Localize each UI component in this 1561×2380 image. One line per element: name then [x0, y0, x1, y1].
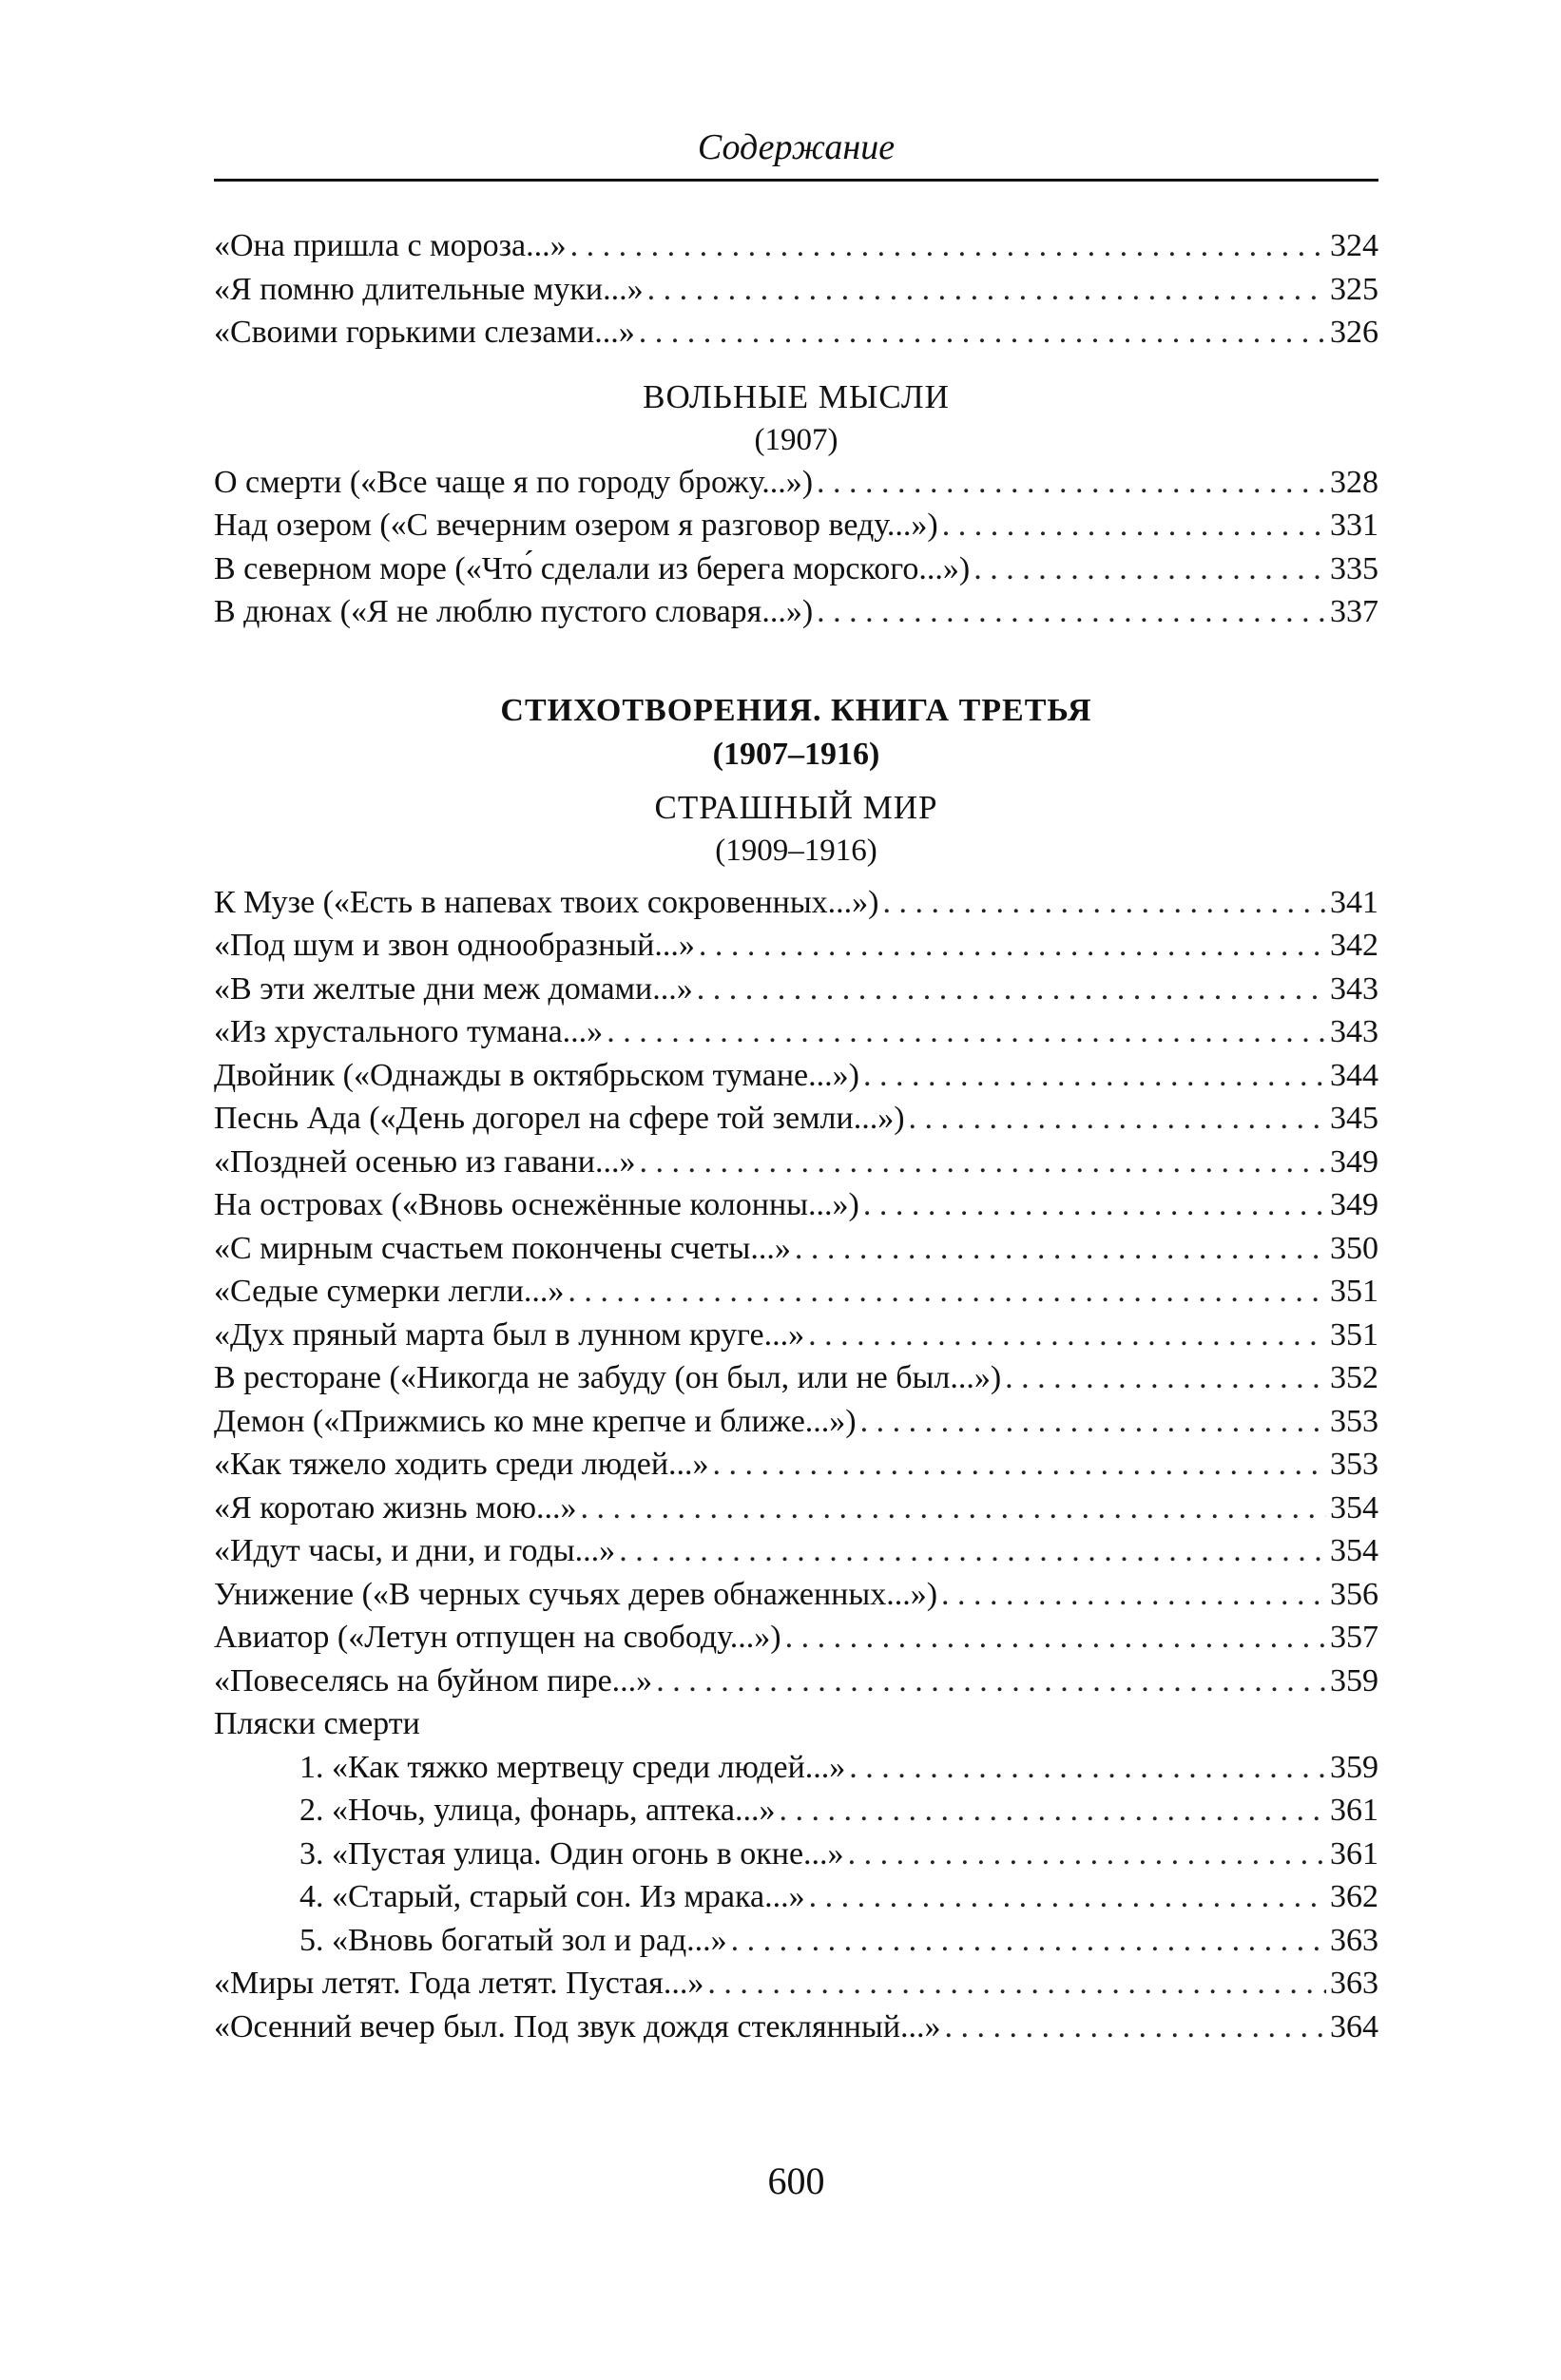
- toc-entry-page: 364: [1330, 2008, 1378, 2044]
- dot-leader: [817, 461, 1326, 505]
- toc-entry: [214, 1789, 1378, 1833]
- toc-entry: [214, 1270, 1378, 1314]
- book-years: (1907–1916): [712, 736, 880, 772]
- toc-entry-page: 359: [1330, 1662, 1378, 1699]
- toc-entry-page: 343: [1330, 1014, 1378, 1049]
- toc-entry-page: 354: [1330, 1533, 1378, 1568]
- toc-entry: [214, 1183, 1378, 1227]
- dot-leader: [779, 1789, 1326, 1833]
- table-of-contents: [214, 224, 1378, 2048]
- toc-entry-page: 357: [1330, 1620, 1378, 1655]
- toc-entry-page: 351: [1330, 1274, 1378, 1309]
- dot-leader: [909, 1097, 1326, 1141]
- section-title-strashny-mir: СТРАШНЫЙ МИР: [654, 788, 938, 826]
- dot-leader: [707, 1962, 1326, 2006]
- dot-leader: [973, 547, 1326, 591]
- toc-entry-page: 361: [1330, 1835, 1378, 1871]
- toc-entry-title: «Поздней осенью из гавани...»: [214, 1143, 636, 1180]
- toc-entry-page: 352: [1330, 1360, 1378, 1395]
- toc-entry: [214, 461, 1378, 505]
- toc-entry: [214, 1875, 1378, 1919]
- header-rule: [214, 179, 1378, 182]
- dot-leader: [639, 311, 1326, 355]
- toc-entry: [214, 1573, 1378, 1617]
- toc-entry-page: 345: [1330, 1101, 1378, 1136]
- toc-entry: [214, 1660, 1378, 1703]
- toc-entry-title: Над озером («С вечерним озером я разговор веду...»): [214, 508, 938, 543]
- dot-leader: [808, 1314, 1326, 1357]
- toc-entry-page: 350: [1330, 1230, 1378, 1266]
- toc-entry-title: Унижение («В черных сучьях дерев обнаженных...»): [214, 1576, 938, 1612]
- toc-entry-page: 337: [1330, 594, 1378, 629]
- dot-leader: [860, 1400, 1326, 1444]
- toc-entry: [214, 1443, 1378, 1487]
- toc-entry-title: «Под шум и звон однообразный...»: [214, 928, 695, 963]
- toc-entry-page: 363: [1330, 1922, 1378, 1958]
- toc-entry: [214, 1400, 1378, 1444]
- toc-entry: [214, 504, 1378, 547]
- dot-leader: [581, 1487, 1326, 1530]
- toc-entry-title: К Музе («Есть в напевах твоих сокровенных...»): [214, 884, 879, 920]
- toc-entry-page: 349: [1330, 1143, 1378, 1180]
- section-title-volnye-mysli: ВОЛЬНЫЕ МЫСЛИ: [643, 377, 950, 415]
- dot-leader: [883, 881, 1327, 925]
- toc-entry-page: 359: [1330, 1749, 1378, 1785]
- book-title: СТИХОТВОРЕНИЯ. КНИГА ТРЕТЬЯ: [500, 692, 1092, 728]
- dot-leader: [656, 1660, 1326, 1703]
- toc-entry: [214, 1097, 1378, 1141]
- toc-entry-title: 2. «Ночь, улица, фонарь, аптека...»: [299, 1793, 776, 1828]
- toc-entry: [214, 1054, 1378, 1098]
- dot-leader: [697, 968, 1326, 1011]
- toc-entry: [214, 1010, 1378, 1054]
- toc-entry-page: 356: [1330, 1576, 1378, 1612]
- toc-entry: [214, 268, 1378, 312]
- toc-entry-page: 353: [1330, 1447, 1378, 1482]
- dot-leader: [1005, 1356, 1326, 1400]
- toc-entry-title: 3. «Пустая улица. Один огонь в окне...»: [299, 1835, 844, 1871]
- toc-entry: [214, 968, 1378, 1011]
- toc-entry-title: «С мирным счастьем покончены счеты...»: [214, 1230, 791, 1266]
- toc-entry-title: «Своими горькими слезами...»: [214, 315, 635, 350]
- toc-entry: [214, 1962, 1378, 2006]
- toc-entry: [214, 1356, 1378, 1400]
- toc-entry-page: 363: [1330, 1966, 1378, 2001]
- toc-entry-title: В ресторане («Никогда не забуду (он был, или не был...»): [214, 1360, 1002, 1395]
- running-head: Содержание: [697, 127, 896, 167]
- dot-leader: [785, 1616, 1326, 1660]
- toc-entry-page: 335: [1330, 550, 1378, 586]
- dot-leader: [848, 1833, 1326, 1876]
- toc-entry: [214, 590, 1378, 634]
- toc-entry-page: 362: [1330, 1879, 1378, 1914]
- toc-entry-page: 343: [1330, 970, 1378, 1007]
- toc-entry: [214, 1746, 1378, 1790]
- dot-leader: [809, 1875, 1326, 1919]
- toc-entry-title: В северном море («Что́ сделали из берега морского...»): [214, 550, 971, 586]
- toc-entry-title: «Я помню длительные муки...»: [214, 271, 644, 307]
- toc-entry: [214, 224, 1378, 268]
- dot-leader: [699, 924, 1326, 968]
- toc-entry-page: 361: [1330, 1793, 1378, 1828]
- toc-entry-title: Авиатор («Летун отпущен на свободу...»): [214, 1620, 781, 1655]
- toc-entry-title: «Седые сумерки легли...»: [214, 1274, 565, 1309]
- toc-entry: [214, 1616, 1378, 1660]
- toc-entry-title: На островах («Вновь оснежённые колонны...»): [214, 1187, 859, 1222]
- page-number: 600: [767, 2159, 825, 2202]
- toc-entry: [214, 311, 1378, 355]
- dot-leader: [942, 504, 1326, 547]
- toc-entry: [214, 1314, 1378, 1357]
- dot-leader: [713, 1443, 1326, 1487]
- toc-entry-page: 349: [1330, 1187, 1378, 1222]
- toc-entry-page: 354: [1330, 1489, 1378, 1526]
- toc-entry-title: «Идут часы, и дни, и годы...»: [214, 1533, 616, 1568]
- toc-entry-title: 1. «Как тяжко мертвецу среди людей...»: [299, 1749, 846, 1785]
- toc-entry: [214, 881, 1378, 925]
- toc-group-after-cycle: [214, 1962, 1378, 2048]
- toc-entry-title: О смерти («Все чаще я по городу брожу...»): [214, 464, 814, 500]
- dot-leader: [849, 1746, 1326, 1790]
- toc-entry: [214, 1487, 1378, 1530]
- toc-entry-title: Демон («Прижмись ко мне крепче и ближе...»): [214, 1403, 857, 1439]
- toc-entry-title: «Миры летят. Года летят. Пустая...»: [214, 1966, 704, 2001]
- dot-leader: [568, 1270, 1326, 1314]
- toc-entry: [214, 924, 1378, 968]
- toc-entry-title: 5. «Вновь богатый зол и рад...»: [299, 1922, 727, 1958]
- cycle-title: Пляски смерти: [214, 1706, 420, 1741]
- toc-entry-title: В дюнах («Я не люблю пустого словаря...»): [214, 594, 814, 629]
- toc-entry-title: Песнь Ада («День догорел на сфере той земли...»): [214, 1101, 905, 1136]
- toc-entry-title: «В эти желтые дни меж домами...»: [214, 970, 693, 1007]
- toc-entry-title: «Как тяжело ходить среди людей...»: [214, 1447, 709, 1482]
- toc-entry-title: «Из хрустального тумана...»: [214, 1014, 604, 1049]
- dot-leader: [795, 1227, 1326, 1271]
- toc-entry: [214, 2006, 1378, 2049]
- toc-entry-page: 341: [1330, 884, 1378, 920]
- toc-entry-title: «Осенний вечер был. Под звук дождя стеклянный...»: [214, 2008, 941, 2044]
- toc-entry-page: 325: [1330, 271, 1378, 307]
- toc-group-1: [214, 224, 1378, 355]
- toc-group-strashny-mir: [214, 881, 1378, 1703]
- toc-entry-page: 324: [1330, 228, 1378, 263]
- toc-entry: [214, 1227, 1378, 1271]
- toc-entry-page: 353: [1330, 1403, 1378, 1439]
- toc-entry-page: 328: [1330, 464, 1378, 500]
- toc-entry-title: 4. «Старый, старый сон. Из мрака...»: [299, 1879, 805, 1914]
- toc-entry-page: 344: [1330, 1057, 1378, 1093]
- dot-leader: [863, 1054, 1326, 1098]
- toc-entry-page: 326: [1330, 315, 1378, 350]
- toc-entry: [214, 1833, 1378, 1876]
- section-years-volnye-mysli: (1907): [754, 422, 838, 457]
- dot-leader: [941, 1573, 1326, 1617]
- toc-entry-page: 331: [1330, 508, 1378, 543]
- toc-entry-title: «Дух пряный марта был в лунном круге...»: [214, 1316, 805, 1353]
- section-years-strashny-mir: (1909–1916): [715, 833, 877, 868]
- dot-leader: [607, 1010, 1326, 1054]
- dot-leader: [619, 1529, 1326, 1573]
- toc-entry-title: Двойник («Однажды в октябрьском тумане...»): [214, 1057, 859, 1093]
- toc-entry: [214, 1141, 1378, 1184]
- dot-leader: [647, 268, 1326, 312]
- dot-leader: [817, 590, 1326, 634]
- toc-group-cycle: [214, 1746, 1378, 1963]
- toc-entry: [214, 547, 1378, 591]
- toc-entry: [214, 1919, 1378, 1963]
- toc-entry-title: «Я коротаю жизнь мою...»: [214, 1489, 577, 1526]
- dot-leader: [945, 2006, 1326, 2049]
- dot-leader: [639, 1141, 1326, 1184]
- dot-leader: [731, 1919, 1326, 1963]
- toc-entry-page: 342: [1330, 928, 1378, 963]
- toc-entry-title: «Повеселясь на буйном пире...»: [214, 1662, 653, 1699]
- toc-entry-title: «Она пришла с мороза...»: [214, 228, 567, 263]
- toc-entry-page: 351: [1330, 1316, 1378, 1353]
- dot-leader: [570, 224, 1326, 268]
- dot-leader: [863, 1183, 1326, 1227]
- toc-group-volnye-mysli: [214, 461, 1378, 634]
- toc-entry: [214, 1529, 1378, 1573]
